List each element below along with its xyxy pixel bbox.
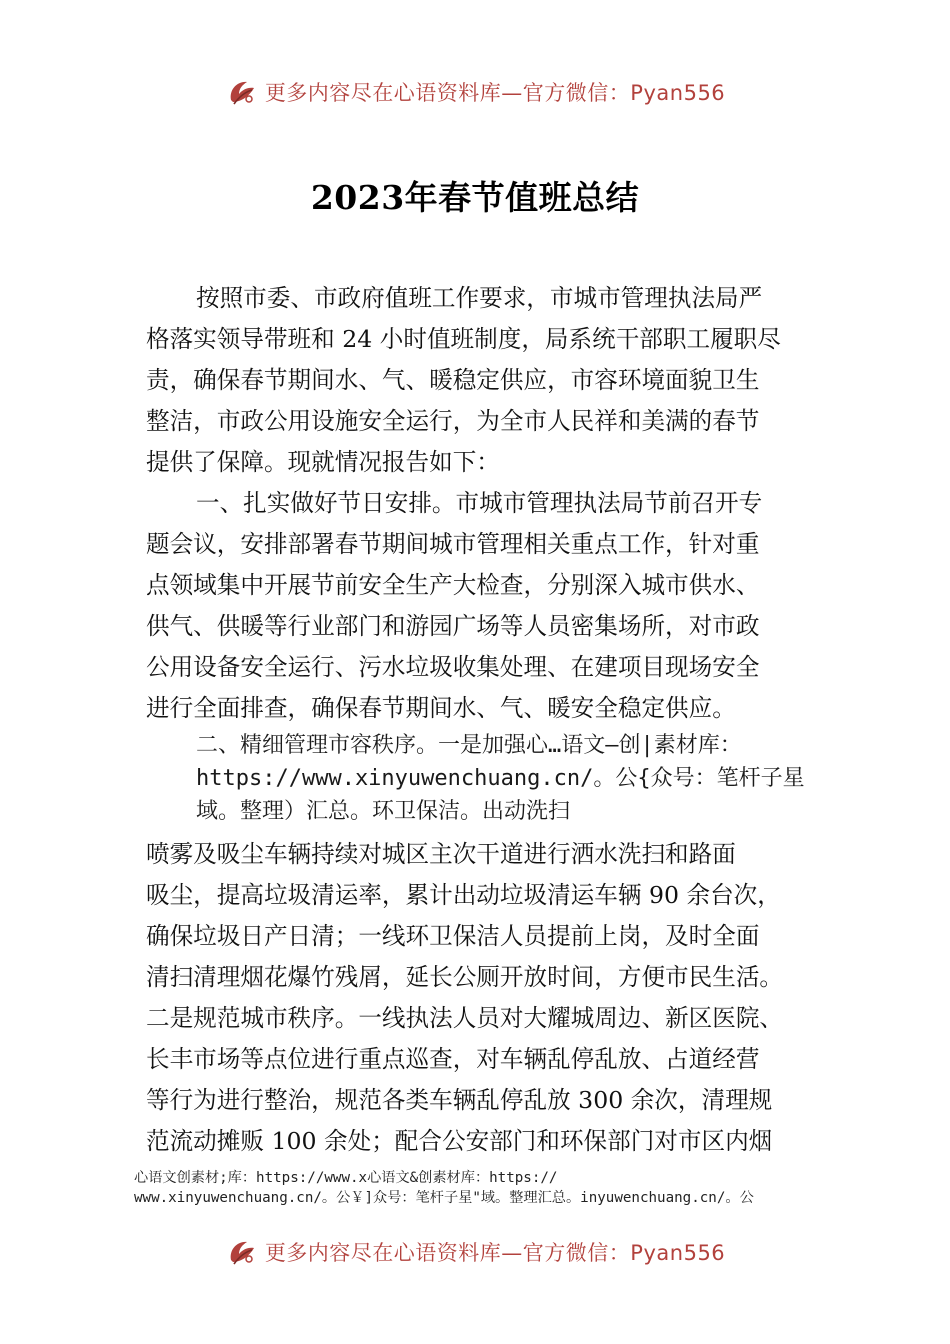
text-line: 二是规范城市秩序。一线执法人员对大耀城周边、新区医院、 [146, 1004, 784, 1032]
document-body [146, 278, 812, 1162]
inserted-line: 域。整理）汇总。环卫保洁。出动洗扫 [196, 799, 571, 824]
text-line: 一、扎实做好节日安排。市城市管理执法局节前召开专 [196, 489, 763, 517]
footer-watermark-text [134, 1168, 834, 1208]
banner-text: 更多内容尽在心语资料库—官方微信：Pyan556 [264, 81, 726, 105]
text-line: 确保垃圾日产日清；一线环卫保洁人员提前上岗，及时全面 [146, 922, 760, 950]
text-line: 题会议，安排部署春节期间城市管理相关重点工作，针对重 [146, 530, 760, 558]
text-line: 等行为进行整治，规范各类车辆乱停乱放 300 余次，清理规 [146, 1086, 773, 1114]
document-title: 2023年春节值班总结 [310, 178, 640, 217]
text-line: 吸尘，提高垃圾清运率，累计出动垃圾清运车辆 90 余台次， [146, 881, 781, 909]
inserted-line: https://www.xinyuwenchuang.cn/。公{众号：笔杆子星 [196, 766, 805, 791]
text-line: 责，确保春节期间水、气、暖稳定供应，市容环境面貌卫生 [146, 366, 760, 394]
header-banner [0, 72, 950, 112]
text-line: 点领域集中开展节前安全生产大检查，分别深入城市供水、 [146, 571, 760, 599]
text-line: 整洁，市政公用设施安全运行，为全市人民祥和美满的春节 [146, 407, 760, 435]
text-line: 清扫清理烟花爆竹残屑，延长公厕开放时间，方便市民生活。 [146, 963, 784, 991]
paragraphs-section-1 [146, 278, 812, 729]
leaf-swirl-logo-icon [225, 1235, 259, 1269]
text-line: 按照市委、市政府值班工作要求，市城市管理执法局严 [196, 284, 763, 312]
text-line: 提供了保障。现就情况报告如下： [146, 448, 500, 476]
inserted-line: 二、精细管理市容秩序。一是加强心…语文—创|素材库： [196, 733, 742, 758]
text-line: 范流动摊贩 100 余处；配合公安部门和环保部门对市区内烟 [146, 1127, 773, 1155]
text-line: 格落实领导带班和 24 小时值班制度，局系统干部职工履职尽 [146, 325, 781, 353]
text-line: 公用设备安全运行、污水垃圾收集处理、在建项目现场安全 [146, 653, 760, 681]
footer-line-2: www.xinyuwenchuang.cn/。公￥]众号：笔杆子星"域。整理汇总。inyuwenchuang.cn/。公 [134, 1190, 754, 1206]
footer-banner [0, 1232, 950, 1272]
text-line: 长丰市场等点位进行重点巡查，对车辆乱停乱放、占道经营 [146, 1045, 760, 1073]
leaf-swirl-logo-icon [225, 75, 259, 109]
text-line: 喷雾及吸尘车辆持续对城区主次干道进行洒水洗扫和路面 [146, 840, 736, 868]
inserted-watermark-block [146, 729, 812, 828]
paragraphs-section-2 [146, 834, 812, 1162]
footer-line-1: 心语文创素材;库：https://www.x心语文&创素材库：https:// [134, 1170, 558, 1186]
text-line: 进行全面排查，确保春节期间水、气、暖安全稳定供应。 [146, 694, 736, 722]
text-line: 供气、供暖等行业部门和游园广场等人员密集场所，对市政 [146, 612, 760, 640]
banner-text: 更多内容尽在心语资料库—官方微信：Pyan556 [264, 1241, 726, 1265]
